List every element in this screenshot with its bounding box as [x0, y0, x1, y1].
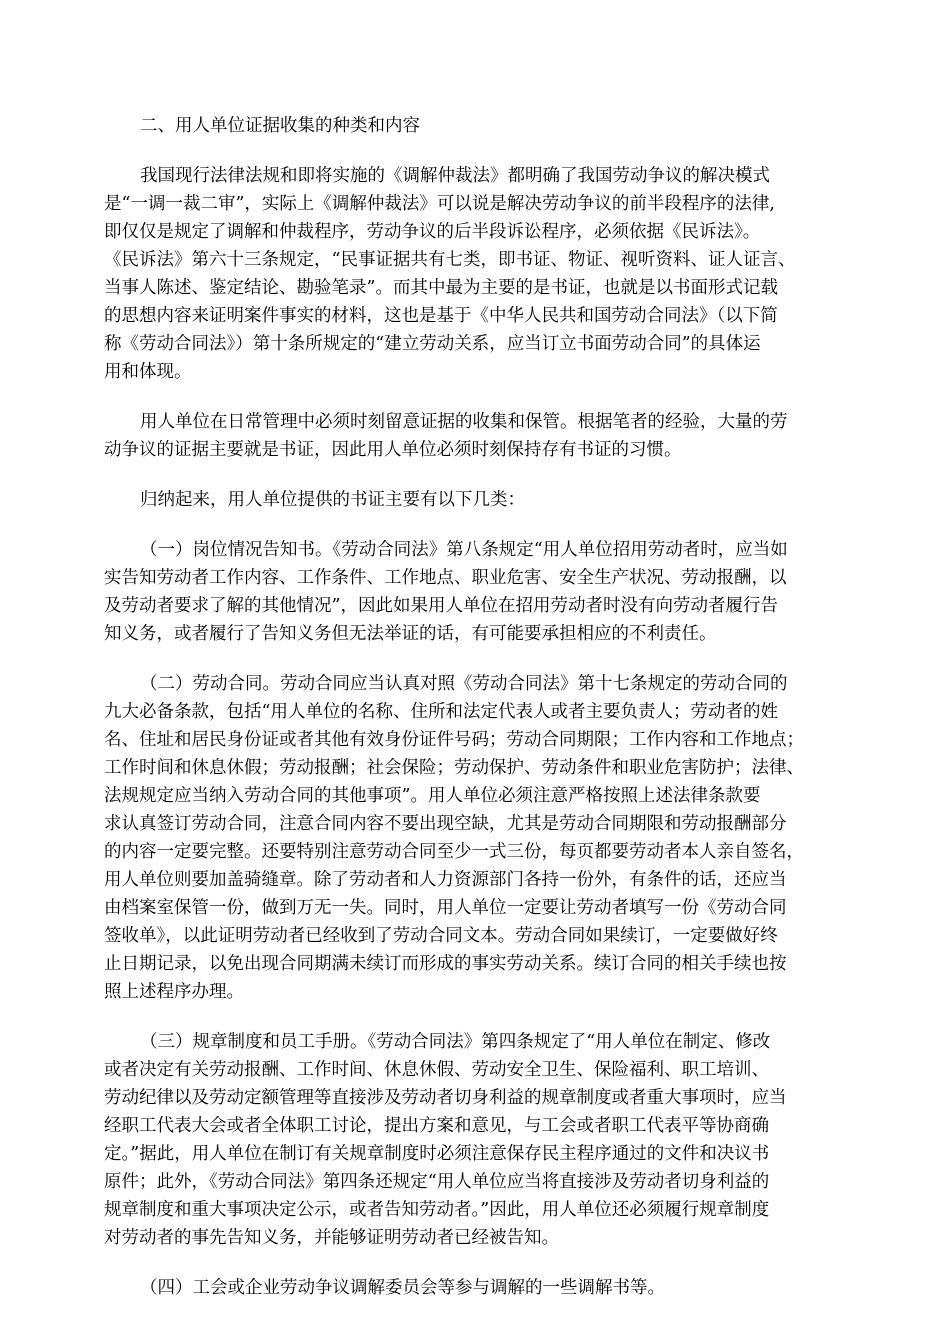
- paragraph-line: 原件；此外，《劳动合同法》第四条还规定“用人单位应当将直接涉及劳动者切身利益的: [104, 1172, 770, 1192]
- paragraph-line: 及劳动者要求了解的其他情况”，因此如果用人单位在招用劳动者时没有向劳动者履行告: [104, 596, 778, 616]
- paragraph-line: 即仅仅是规定了调解和仲裁程序，劳动争议的后半段诉讼程序，必须依据《民诉法》。: [104, 222, 761, 242]
- paragraph: [104, 486, 846, 514]
- paragraph-line: 实告知劳动者工作内容、工作条件、工作地点、职业危害、安全生产状况、劳动报酬，以: [104, 568, 787, 588]
- paragraph-line: 法规规定应当纳入劳动合同的其他事项”。用人单位必须注意严格按照上述法律条款要: [104, 786, 761, 806]
- paragraph-line: 的内容一定要完整。还要特别注意劳动合同至少一式三份，每页都要劳动者本人亲自签名，: [104, 842, 804, 862]
- paragraph-line: （三）规章制度和员工手册。《劳动合同法》第四条规定了“用人单位在制定、修改: [140, 1032, 771, 1052]
- paragraph-line: 用人单位在日常管理中必须时刻留意证据的收集和保管。根据笔者的经验，大量的劳: [140, 412, 788, 432]
- paragraph-line: 工作时间和休息休假；劳动报酬；社会保险；劳动保护、劳动条件和职业危害防护；法律、: [104, 758, 804, 778]
- paragraph-line: 规章制度和重大事项决定公示，或者告知劳动者。”因此，用人单位还必须履行规章制度: [104, 1200, 770, 1220]
- paragraph-line: 由档案室保管一份，做到万无一失。同时，用人单位一定要让劳动者填写一份《劳动合同: [104, 898, 787, 918]
- paragraph-line: 《民诉法》第六十三条规定，“民事证据共有七类，即书证、物证、视听资料、证人证言、: [104, 250, 796, 270]
- paragraph-line: 求认真签订劳动合同，注意合同内容不要出现空缺，尤其是劳动合同期限和劳动报酬部分: [104, 814, 787, 834]
- paragraph-line: 用和体现。: [104, 362, 192, 382]
- paragraph-line: 对劳动者的事先告知义务，并能够证明劳动者已经被告知。: [104, 1228, 559, 1248]
- paragraph: [104, 536, 846, 648]
- document-body: [104, 112, 846, 1324]
- paragraph: [104, 1028, 846, 1252]
- paragraph-line: （二）劳动合同。劳动合同应当认真对照《劳动合同法》第十七条规定的劳动合同的: [140, 674, 788, 694]
- paragraph-line: 止日期记录，以免出现合同期满未续订而形成的事实劳动关系。续订合同的相关手续也按: [104, 954, 787, 974]
- paragraph-line: 劳动纪律以及劳动定额管理等直接涉及劳动者切身利益的规章制度或者重大事项时，应当: [104, 1088, 787, 1108]
- paragraph-line: 动争议的证据主要就是书证，因此用人单位必须时刻保持存有书证的习惯。: [104, 440, 682, 460]
- paragraph: [104, 162, 846, 386]
- paragraph-line: 九大必备条款，包括“用人单位的名称、住所和法定代表人或者主要负责人；劳动者的姓: [104, 702, 778, 722]
- paragraph-line: 或者决定有关劳动报酬、工作时间、休息休假、劳动安全卫生、保险福利、职工培训、: [104, 1060, 769, 1080]
- paragraph: [104, 1274, 846, 1302]
- paragraph-line: 签收单》，以此证明劳动者已经收到了劳动合同文本。劳动合同如果续订，一定要做好终: [104, 926, 778, 946]
- paragraph: [104, 408, 846, 464]
- paragraph-line: 是“一调一裁二审”，实际上《调解仲裁法》可以说是解决劳动争议的前半段程序的法律,: [104, 194, 775, 214]
- paragraph-line: 照上述程序办理。: [104, 982, 244, 1002]
- paragraph: [104, 670, 846, 1006]
- paragraph-line: （一）岗位情况告知书。《劳动合同法》第八条规定“用人单位招用劳动者时，应当如: [140, 540, 788, 560]
- paragraph-line: 经职工代表大会或者全体职工讨论，提出方案和意见，与工会或者职工代表平等协商确: [104, 1116, 769, 1136]
- section-heading: 二、用人单位证据收集的种类和内容: [140, 116, 420, 136]
- paragraph-line: 称《劳动合同法》）第十条所规定的“建立劳动关系，应当订立书面劳动合同”的具体运: [104, 334, 761, 354]
- paragraph-list: [104, 162, 846, 1302]
- paragraph-line: 用人单位则要加盖骑缝章。除了劳动者和人力资源部门各持一份外，有条件的话，还应当: [104, 870, 787, 890]
- paragraph-line: 当事人陈述、鉴定结论、勘验笔录”。而其中最为主要的是书证，也就是以书面形式记载: [104, 278, 778, 298]
- paragraph-line: 定。”据此，用人单位在制订有关规章制度时必须注意保存民主程序通过的文件和决议书: [104, 1144, 770, 1164]
- paragraph-line: （四）工会或企业劳动争议调解委员会等参与调解的一些调解书等。: [140, 1278, 665, 1298]
- paragraph-line: 知义务，或者履行了告知义务但无法举证的话，有可能要承担相应的不利责任。: [104, 624, 717, 644]
- paragraph-line: 名、住址和居民身份证或者其他有效身份证件号码；劳动合同期限；工作内容和工作地点；: [104, 730, 804, 750]
- paragraph-line: 我国现行法律法规和即将实施的《调解仲裁法》都明确了我国劳动争议的解决模式: [140, 166, 770, 186]
- paragraph-line: 的思想内容来证明案件事实的材料，这也是基于《中华人民共和国劳动合同法》（以下简: [104, 306, 778, 326]
- paragraph-line: 归纳起来，用人单位提供的书证主要有以下几类：: [140, 490, 525, 510]
